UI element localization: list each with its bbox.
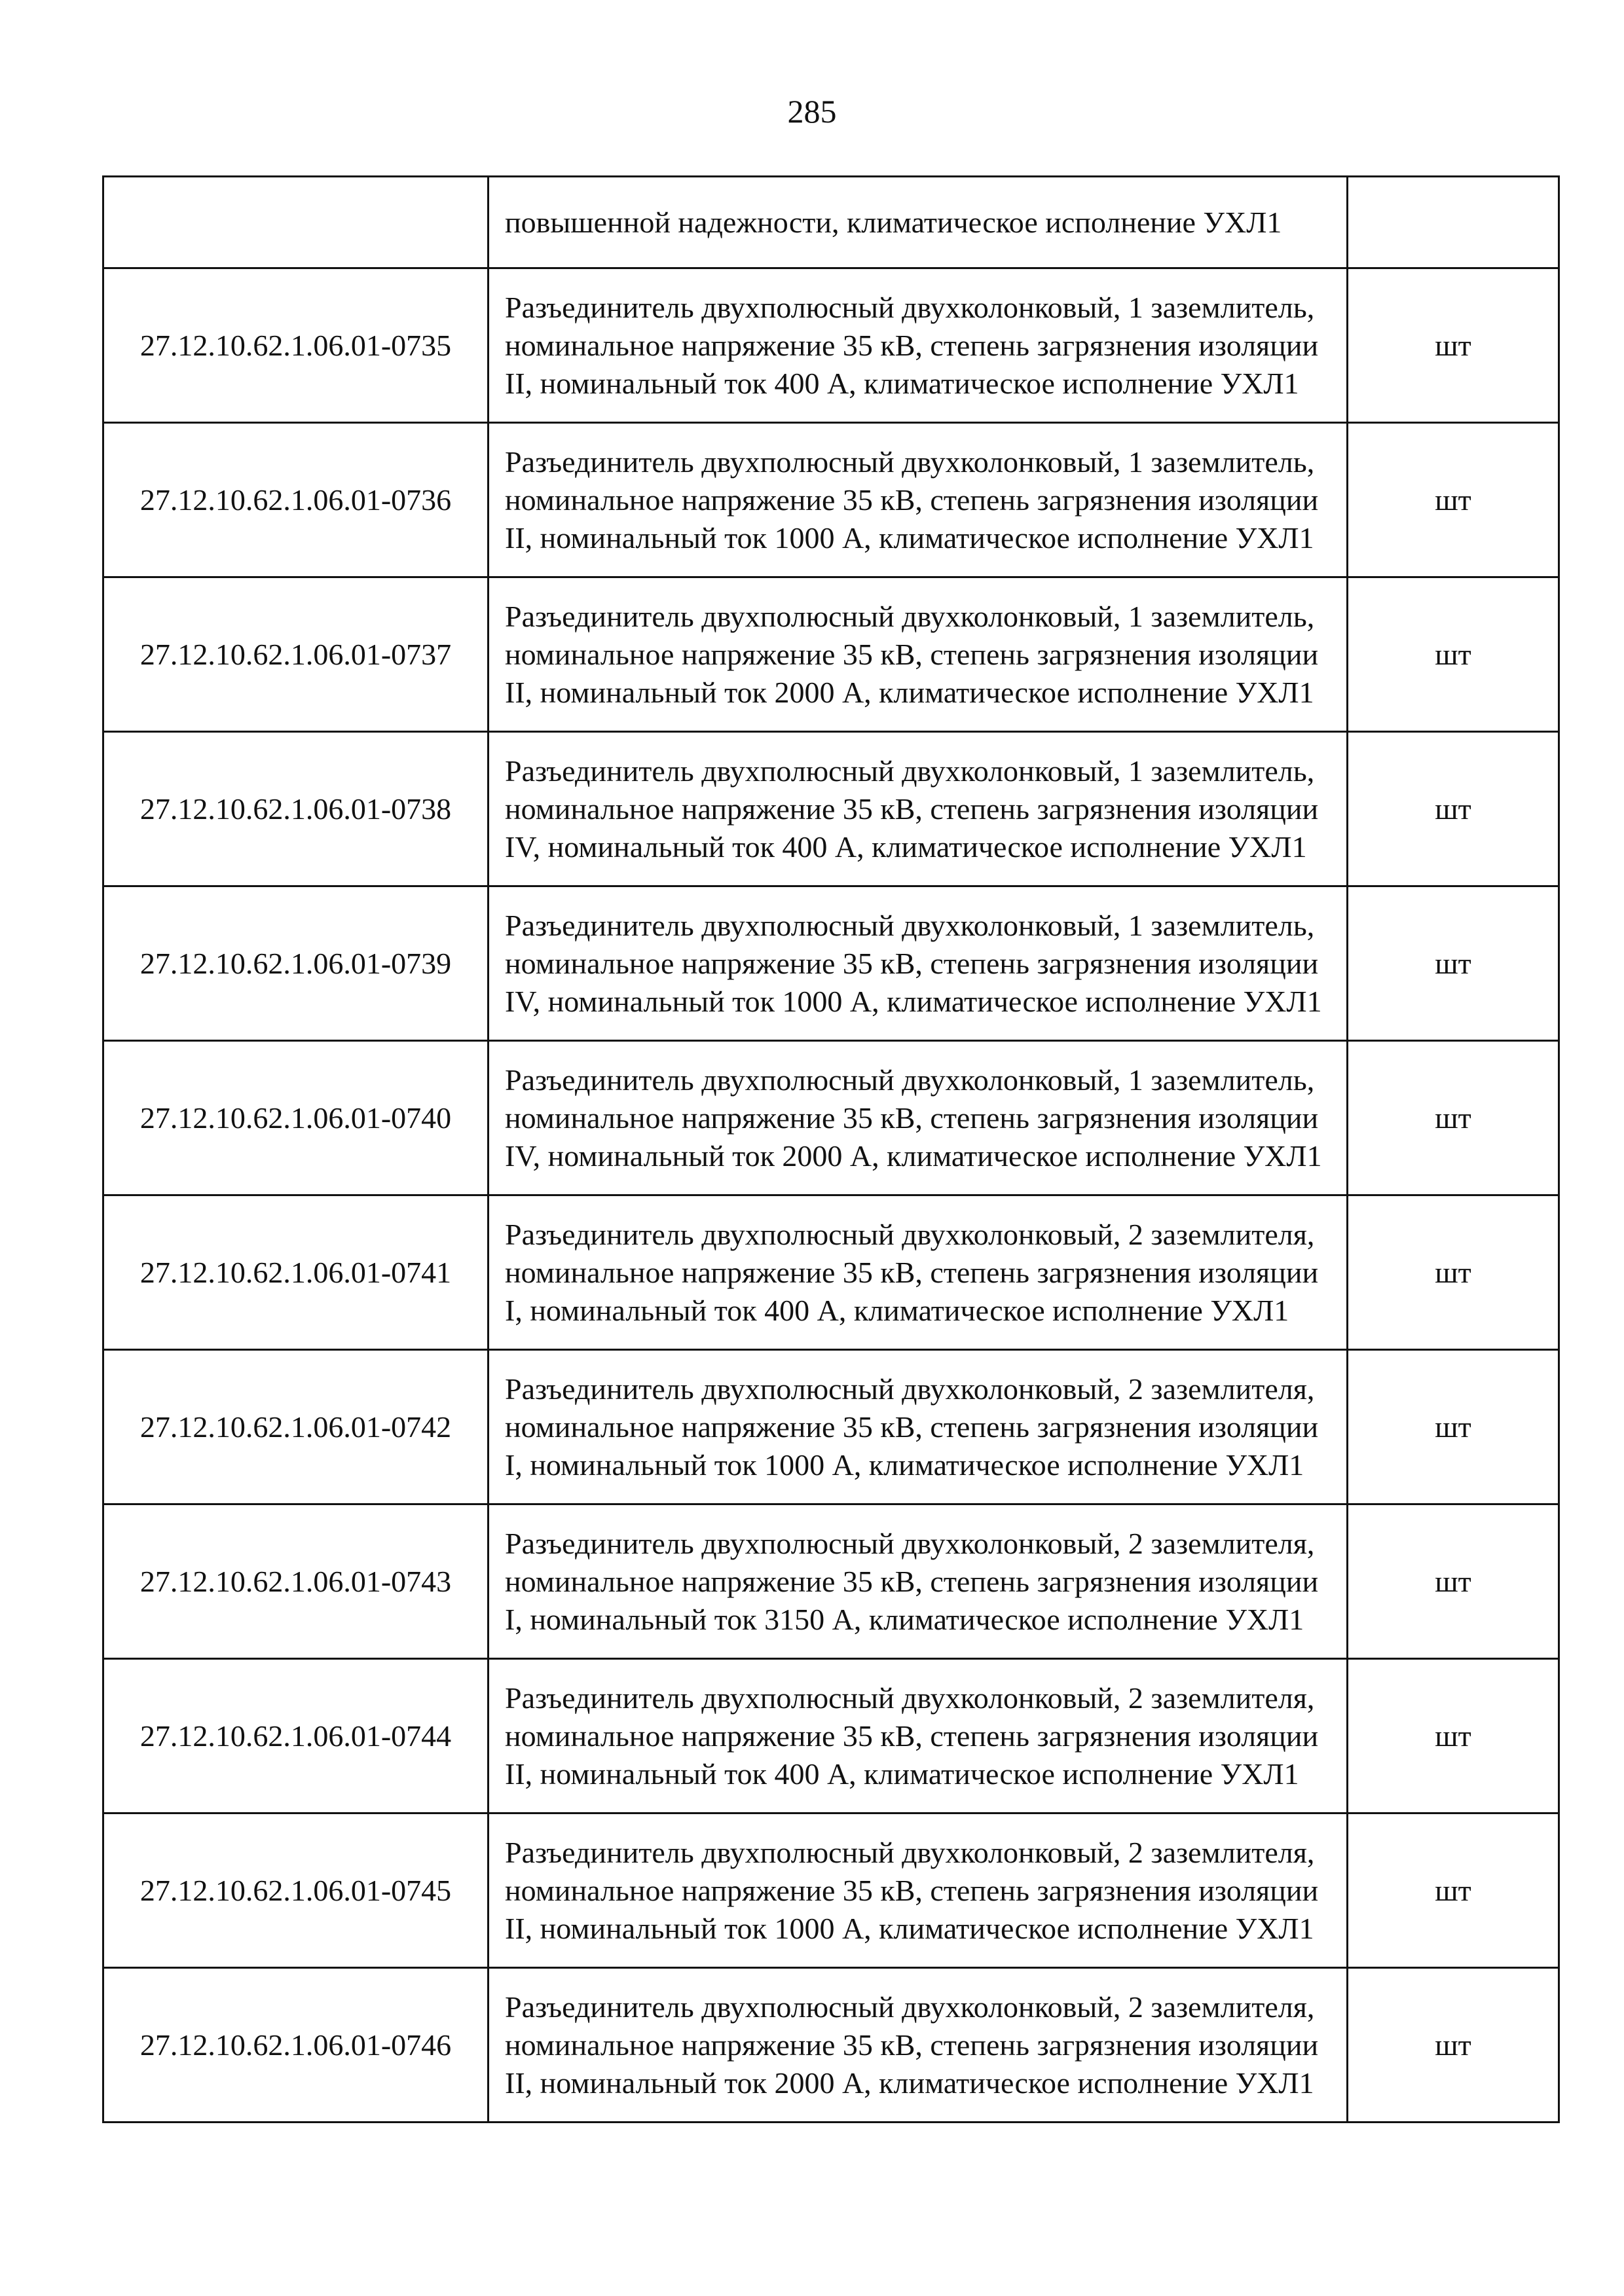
unit-cell: шт bbox=[1348, 732, 1559, 886]
code-cell: 27.12.10.62.1.06.01-0744 bbox=[103, 1659, 489, 1813]
code-cell: 27.12.10.62.1.06.01-0746 bbox=[103, 1968, 489, 2123]
unit-cell: шт bbox=[1348, 577, 1559, 732]
code-cell: 27.12.10.62.1.06.01-0743 bbox=[103, 1504, 489, 1659]
unit-cell bbox=[1348, 177, 1559, 268]
code-cell: 27.12.10.62.1.06.01-0742 bbox=[103, 1350, 489, 1504]
description-cell: повышенной надежности, климатическое исполнение УХЛ1 bbox=[489, 177, 1348, 268]
description-cell: Разъединитель двухполюсный двухколонковый, 1 заземлитель, номинальное напряжение 35 кВ, степень загрязнения изоляции IV, номинальный ток 1000 А, климатическое исполнение УХЛ1 bbox=[489, 886, 1348, 1041]
unit-cell: шт bbox=[1348, 268, 1559, 423]
unit-cell: шт bbox=[1348, 1968, 1559, 2123]
unit-cell: шт bbox=[1348, 1659, 1559, 1813]
unit-cell: шт bbox=[1348, 886, 1559, 1041]
unit-cell: шт bbox=[1348, 1813, 1559, 1968]
description-cell: Разъединитель двухполюсный двухколонковый, 1 заземлитель, номинальное напряжение 35 кВ, степень загрязнения изоляции IV, номинальный ток 2000 А, климатическое исполнение УХЛ1 bbox=[489, 1041, 1348, 1195]
description-cell: Разъединитель двухполюсный двухколонковый, 2 заземлителя, номинальное напряжение 35 кВ, степень загрязнения изоляции I, номинальный ток 3150 А, климатическое исполнение УХЛ1 bbox=[489, 1504, 1348, 1659]
unit-cell: шт bbox=[1348, 1350, 1559, 1504]
table-row bbox=[103, 1968, 1559, 2123]
description-cell: Разъединитель двухполюсный двухколонковый, 2 заземлителя, номинальное напряжение 35 кВ, степень загрязнения изоляции II, номинальный ток 400 А, климатическое исполнение УХЛ1 bbox=[489, 1659, 1348, 1813]
code-cell: 27.12.10.62.1.06.01-0736 bbox=[103, 423, 489, 577]
unit-cell: шт bbox=[1348, 1504, 1559, 1659]
code-cell: 27.12.10.62.1.06.01-0735 bbox=[103, 268, 489, 423]
description-cell: Разъединитель двухполюсный двухколонковый, 2 заземлителя, номинальное напряжение 35 кВ, степень загрязнения изоляции I, номинальный ток 1000 А, климатическое исполнение УХЛ1 bbox=[489, 1350, 1348, 1504]
table-row bbox=[103, 177, 1559, 268]
code-cell: 27.12.10.62.1.06.01-0745 bbox=[103, 1813, 489, 1968]
table-row bbox=[103, 1041, 1559, 1195]
description-cell: Разъединитель двухполюсный двухколонковый, 2 заземлителя, номинальное напряжение 35 кВ, степень загрязнения изоляции II, номинальный ток 2000 А, климатическое исполнение УХЛ1 bbox=[489, 1968, 1348, 2123]
table-row bbox=[103, 732, 1559, 886]
code-cell: 27.12.10.62.1.06.01-0737 bbox=[103, 577, 489, 732]
table-row bbox=[103, 1813, 1559, 1968]
description-cell: Разъединитель двухполюсный двухколонковый, 1 заземлитель, номинальное напряжение 35 кВ, степень загрязнения изоляции II, номинальный ток 1000 А, климатическое исполнение УХЛ1 bbox=[489, 423, 1348, 577]
resource-table bbox=[102, 175, 1560, 2123]
code-cell: 27.12.10.62.1.06.01-0740 bbox=[103, 1041, 489, 1195]
table-row bbox=[103, 1659, 1559, 1813]
code-cell: 27.12.10.62.1.06.01-0738 bbox=[103, 732, 489, 886]
code-cell: 27.12.10.62.1.06.01-0739 bbox=[103, 886, 489, 1041]
description-cell: Разъединитель двухполюсный двухколонковый, 1 заземлитель, номинальное напряжение 35 кВ, степень загрязнения изоляции IV, номинальный ток 400 А, климатическое исполнение УХЛ1 bbox=[489, 732, 1348, 886]
table-row bbox=[103, 886, 1559, 1041]
table-row bbox=[103, 577, 1559, 732]
unit-cell: шт bbox=[1348, 1041, 1559, 1195]
table-row bbox=[103, 1504, 1559, 1659]
description-cell: Разъединитель двухполюсный двухколонковый, 2 заземлителя, номинальное напряжение 35 кВ, степень загрязнения изоляции I, номинальный ток 400 А, климатическое исполнение УХЛ1 bbox=[489, 1195, 1348, 1350]
table-row bbox=[103, 268, 1559, 423]
unit-cell: шт bbox=[1348, 423, 1559, 577]
table-row bbox=[103, 1350, 1559, 1504]
code-cell: 27.12.10.62.1.06.01-0741 bbox=[103, 1195, 489, 1350]
code-cell bbox=[103, 177, 489, 268]
description-cell: Разъединитель двухполюсный двухколонковый, 1 заземлитель, номинальное напряжение 35 кВ, степень загрязнения изоляции II, номинальный ток 2000 А, климатическое исполнение УХЛ1 bbox=[489, 577, 1348, 732]
description-cell: Разъединитель двухполюсный двухколонковый, 2 заземлителя, номинальное напряжение 35 кВ, степень загрязнения изоляции II, номинальный ток 1000 А, климатическое исполнение УХЛ1 bbox=[489, 1813, 1348, 1968]
description-cell: Разъединитель двухполюсный двухколонковый, 1 заземлитель, номинальное напряжение 35 кВ, степень загрязнения изоляции II, номинальный ток 400 А, климатическое исполнение УХЛ1 bbox=[489, 268, 1348, 423]
page-number: 285 bbox=[787, 93, 837, 130]
unit-cell: шт bbox=[1348, 1195, 1559, 1350]
table-row bbox=[103, 1195, 1559, 1350]
table-row bbox=[103, 423, 1559, 577]
